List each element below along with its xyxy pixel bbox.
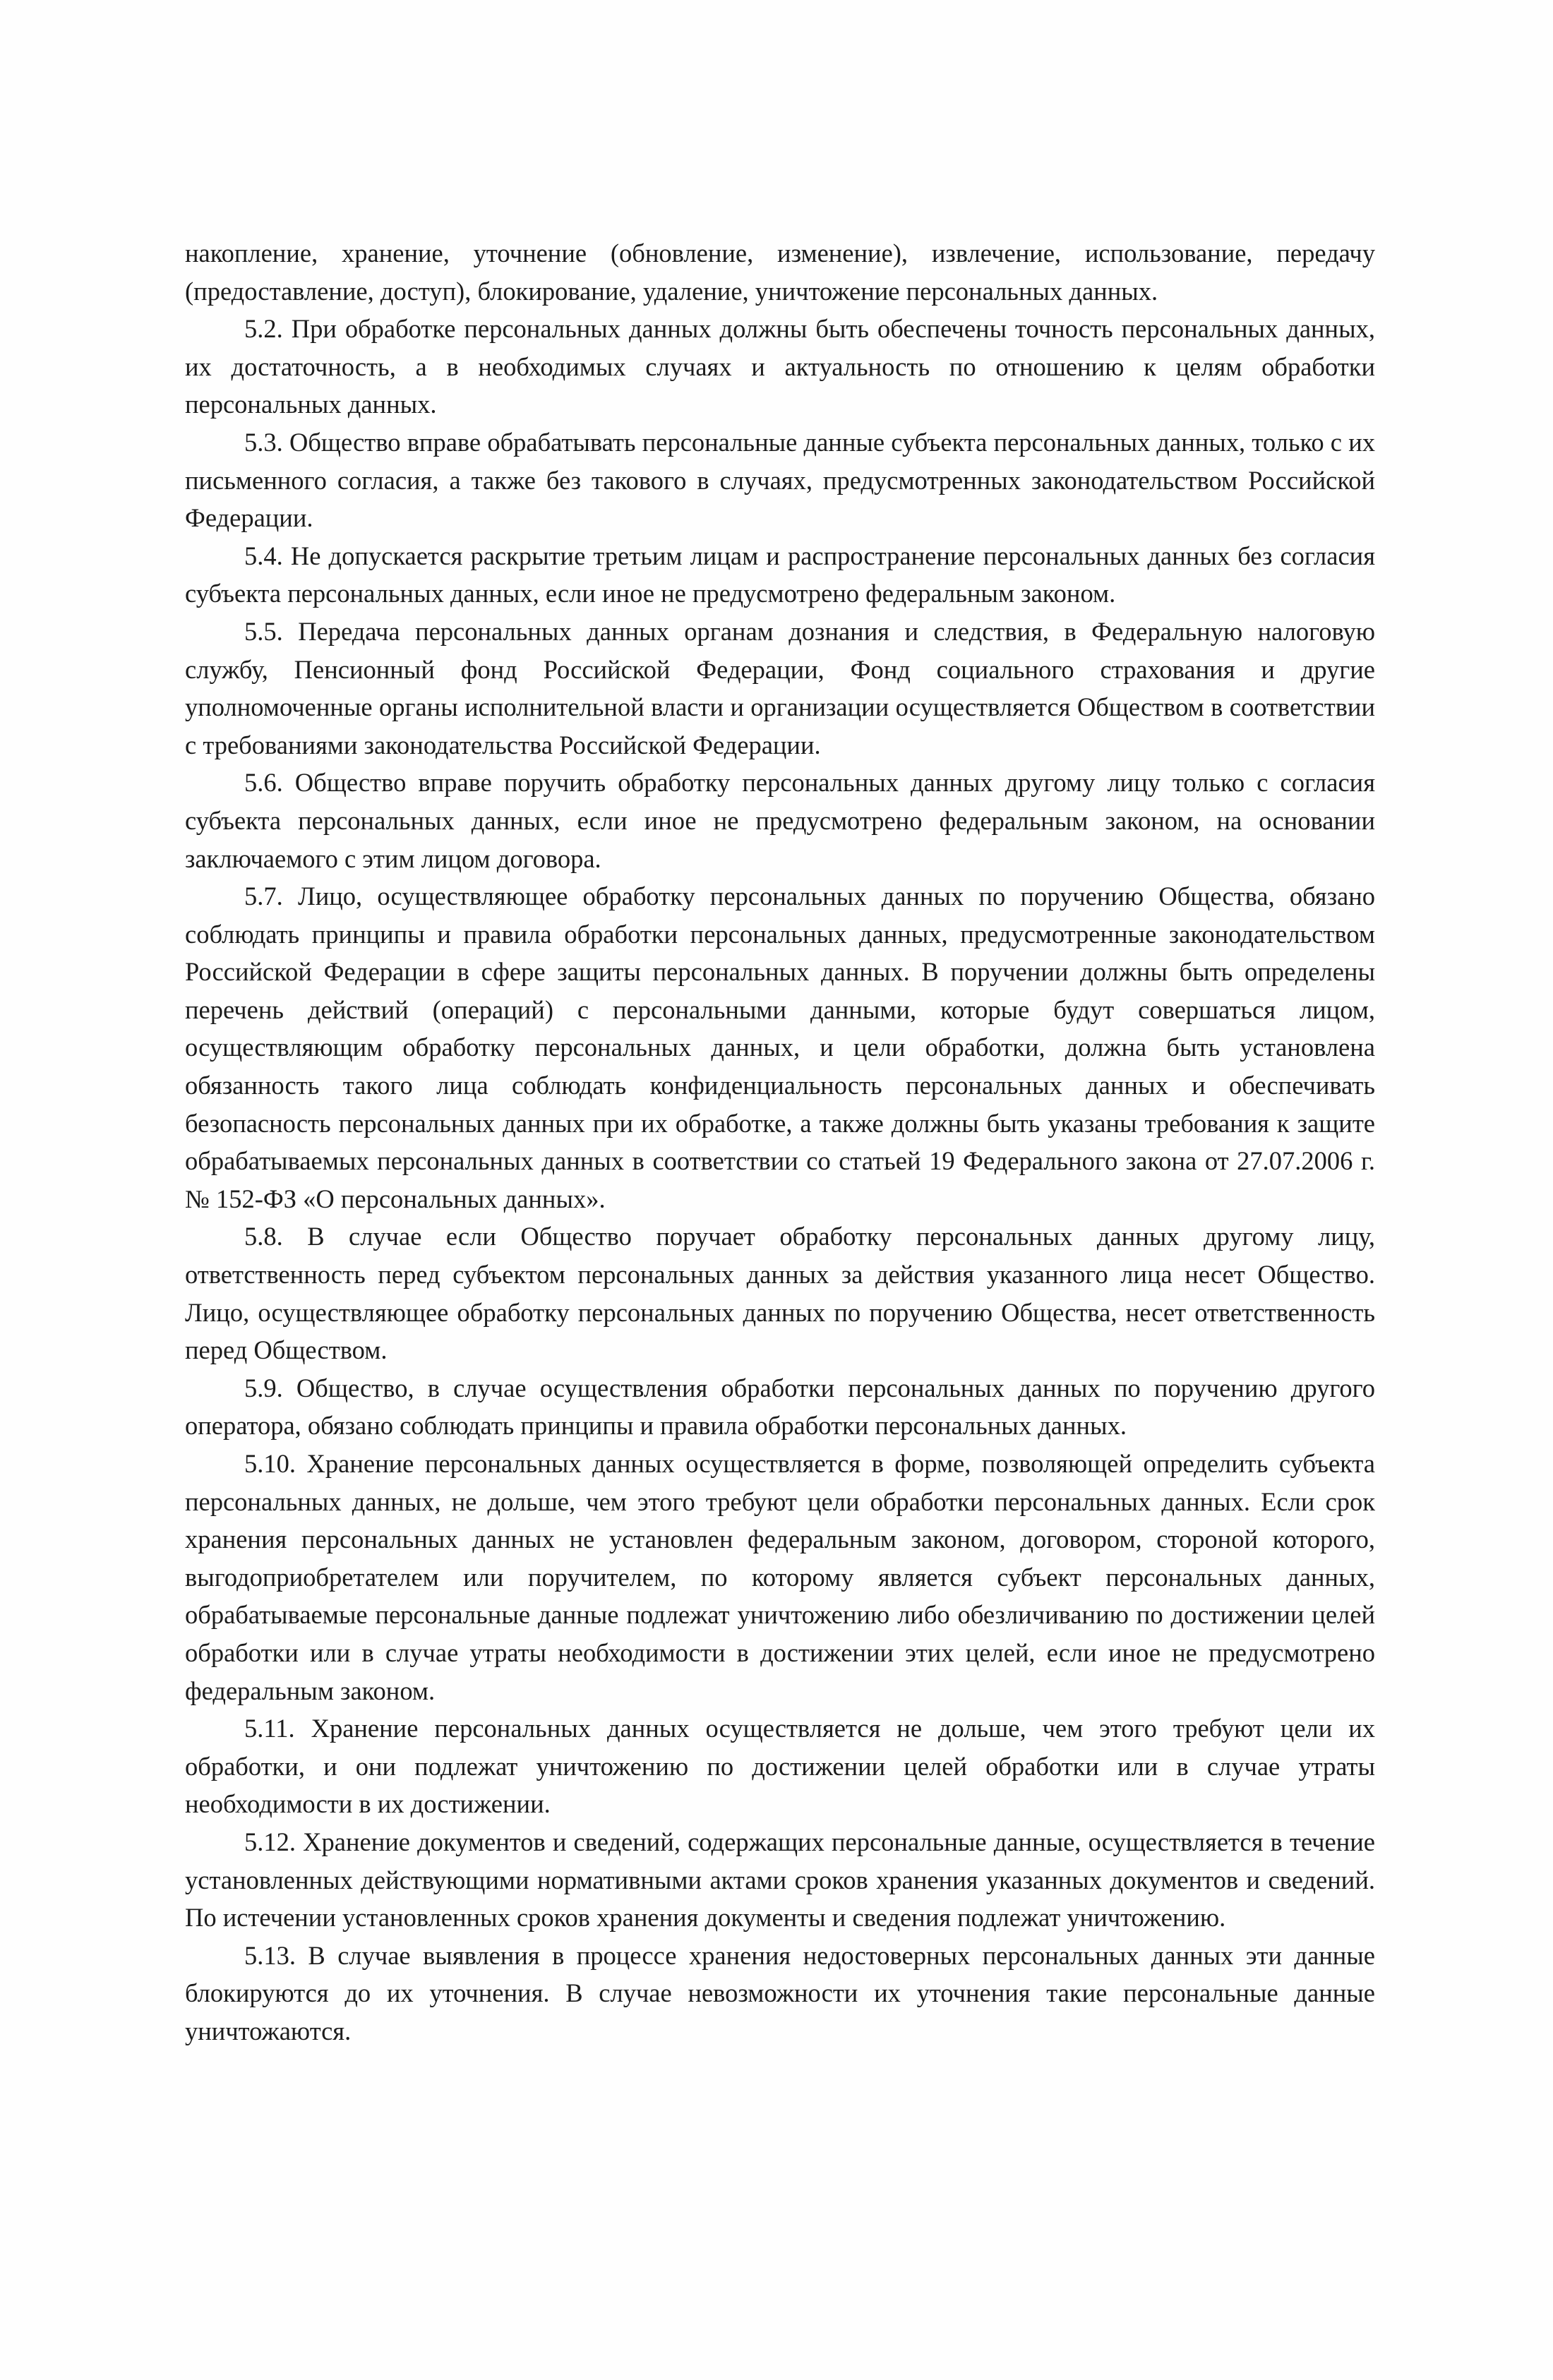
paragraph-5-7: 5.7. Лицо, осуществляющее обработку персональных данных по поручению Общества, обязано соблюдать принципы и правила обработки персональных данных, предусмотренные законодательством Российской Федерации в сфере защиты персональных данных. В поручении должны быть определены перечень действий (операций) с персональными данными, которые будут совершаться лицом, осуществляющим обработку персональных данных, и цели обработки, должна быть установлена обязанность такого лица соблюдать конфиденциальность персональных данных и обеспечивать безопасность персональных данных при их обработке, а также должны быть указаны требования к защите обрабатываемых персональных данных в соответствии со статьей 19 Федерального закона от 27.07.2006 г. № 152-ФЗ «О персональных данных». (185, 882, 1375, 1213)
document-body (185, 234, 1375, 2050)
paragraph-5-8: 5.8. В случае если Общество поручает обработку персональных данных другому лицу, ответственность перед субъектом персональных данных за действия указанного лица несет Общество. Лицо, осуществляющее обработку персональных данных по поручению Общества, несет ответственность перед Обществом. (185, 1222, 1375, 1365)
paragraph-5-3: 5.3. Общество вправе обрабатывать персональные данные субъекта персональных данных, только с их письменного согласия, а также без такового в случаях, предусмотренных законодательством Российской Федерации. (185, 427, 1375, 533)
paragraph-continuation: накопление, хранение, уточнение (обновление, изменение), извлечение, использование, передачу (предоставление, доступ), блокирование, удаление, уничтожение персональных данных. (185, 239, 1375, 306)
paragraph-5-13: 5.13. В случае выявления в процессе хранения недостоверных персональных данных эти данные блокируются до их уточнения. В случае невозможности их уточнения такие персональные данные уничтожаются. (185, 1940, 1375, 2045)
paragraph-5-5: 5.5. Передача персональных данных органам дознания и следствия, в Федеральную налоговую службу, Пенсионный фонд Российской Федерации, Фонд социального страхования и другие уполномоченные органы исполнительной власти и организации осуществляется Обществом в соответствии с требованиями законодательства Российской Федерации. (185, 616, 1375, 759)
paragraph-5-10: 5.10. Хранение персональных данных осуществляется в форме, позволяющей определить субъекта персональных данных, не дольше, чем этого требуют цели обработки персональных данных. Если срок хранения персональных данных не установлен федеральным законом, договором, стороной которого, выгодоприобретателем или поручителем, по которому является субъект персональных данных, обрабатываемые персональные данные подлежат уничтожению либо обезличиванию по достижении целей обработки или в случае утраты необходимости в достижении этих целей, если иное не предусмотрено федеральным законом. (185, 1449, 1375, 1705)
paragraph-5-6: 5.6. Общество вправе поручить обработку персональных данных другому лицу только с согласия субъекта персональных данных, если иное не предусмотрено федеральным законом, на основании заключаемого с этим лицом договора. (185, 768, 1375, 873)
paragraph-5-12: 5.12. Хранение документов и сведений, содержащих персональные данные, осуществляется в течение установленных действующими нормативными актами сроков хранения указанных документов и сведений. По истечении установленных сроков хранения документы и сведения подлежат уничтожению. (185, 1827, 1375, 1933)
paragraph-5-9: 5.9. Общество, в случае осуществления обработки персональных данных по поручению другого оператора, обязано соблюдать принципы и правила обработки персональных данных. (185, 1373, 1375, 1441)
paragraph-5-2: 5.2. При обработке персональных данных должны быть обеспечены точность персональных данных, их достаточность, а в необходимых случаях и актуальность по отношению к целям обработки персональных данных. (185, 314, 1375, 419)
paragraph-5-4: 5.4. Не допускается раскрытие третьим лицам и распространение персональных данных без согласия субъекта персональных данных, если иное не предусмотрено федеральным законом. (185, 541, 1375, 608)
paragraph-5-11: 5.11. Хранение персональных данных осуществляется не дольше, чем этого требуют цели их обработки, и они подлежат уничтожению по достижении целей обработки или в случае утраты необходимости в их достижении. (185, 1714, 1375, 1819)
